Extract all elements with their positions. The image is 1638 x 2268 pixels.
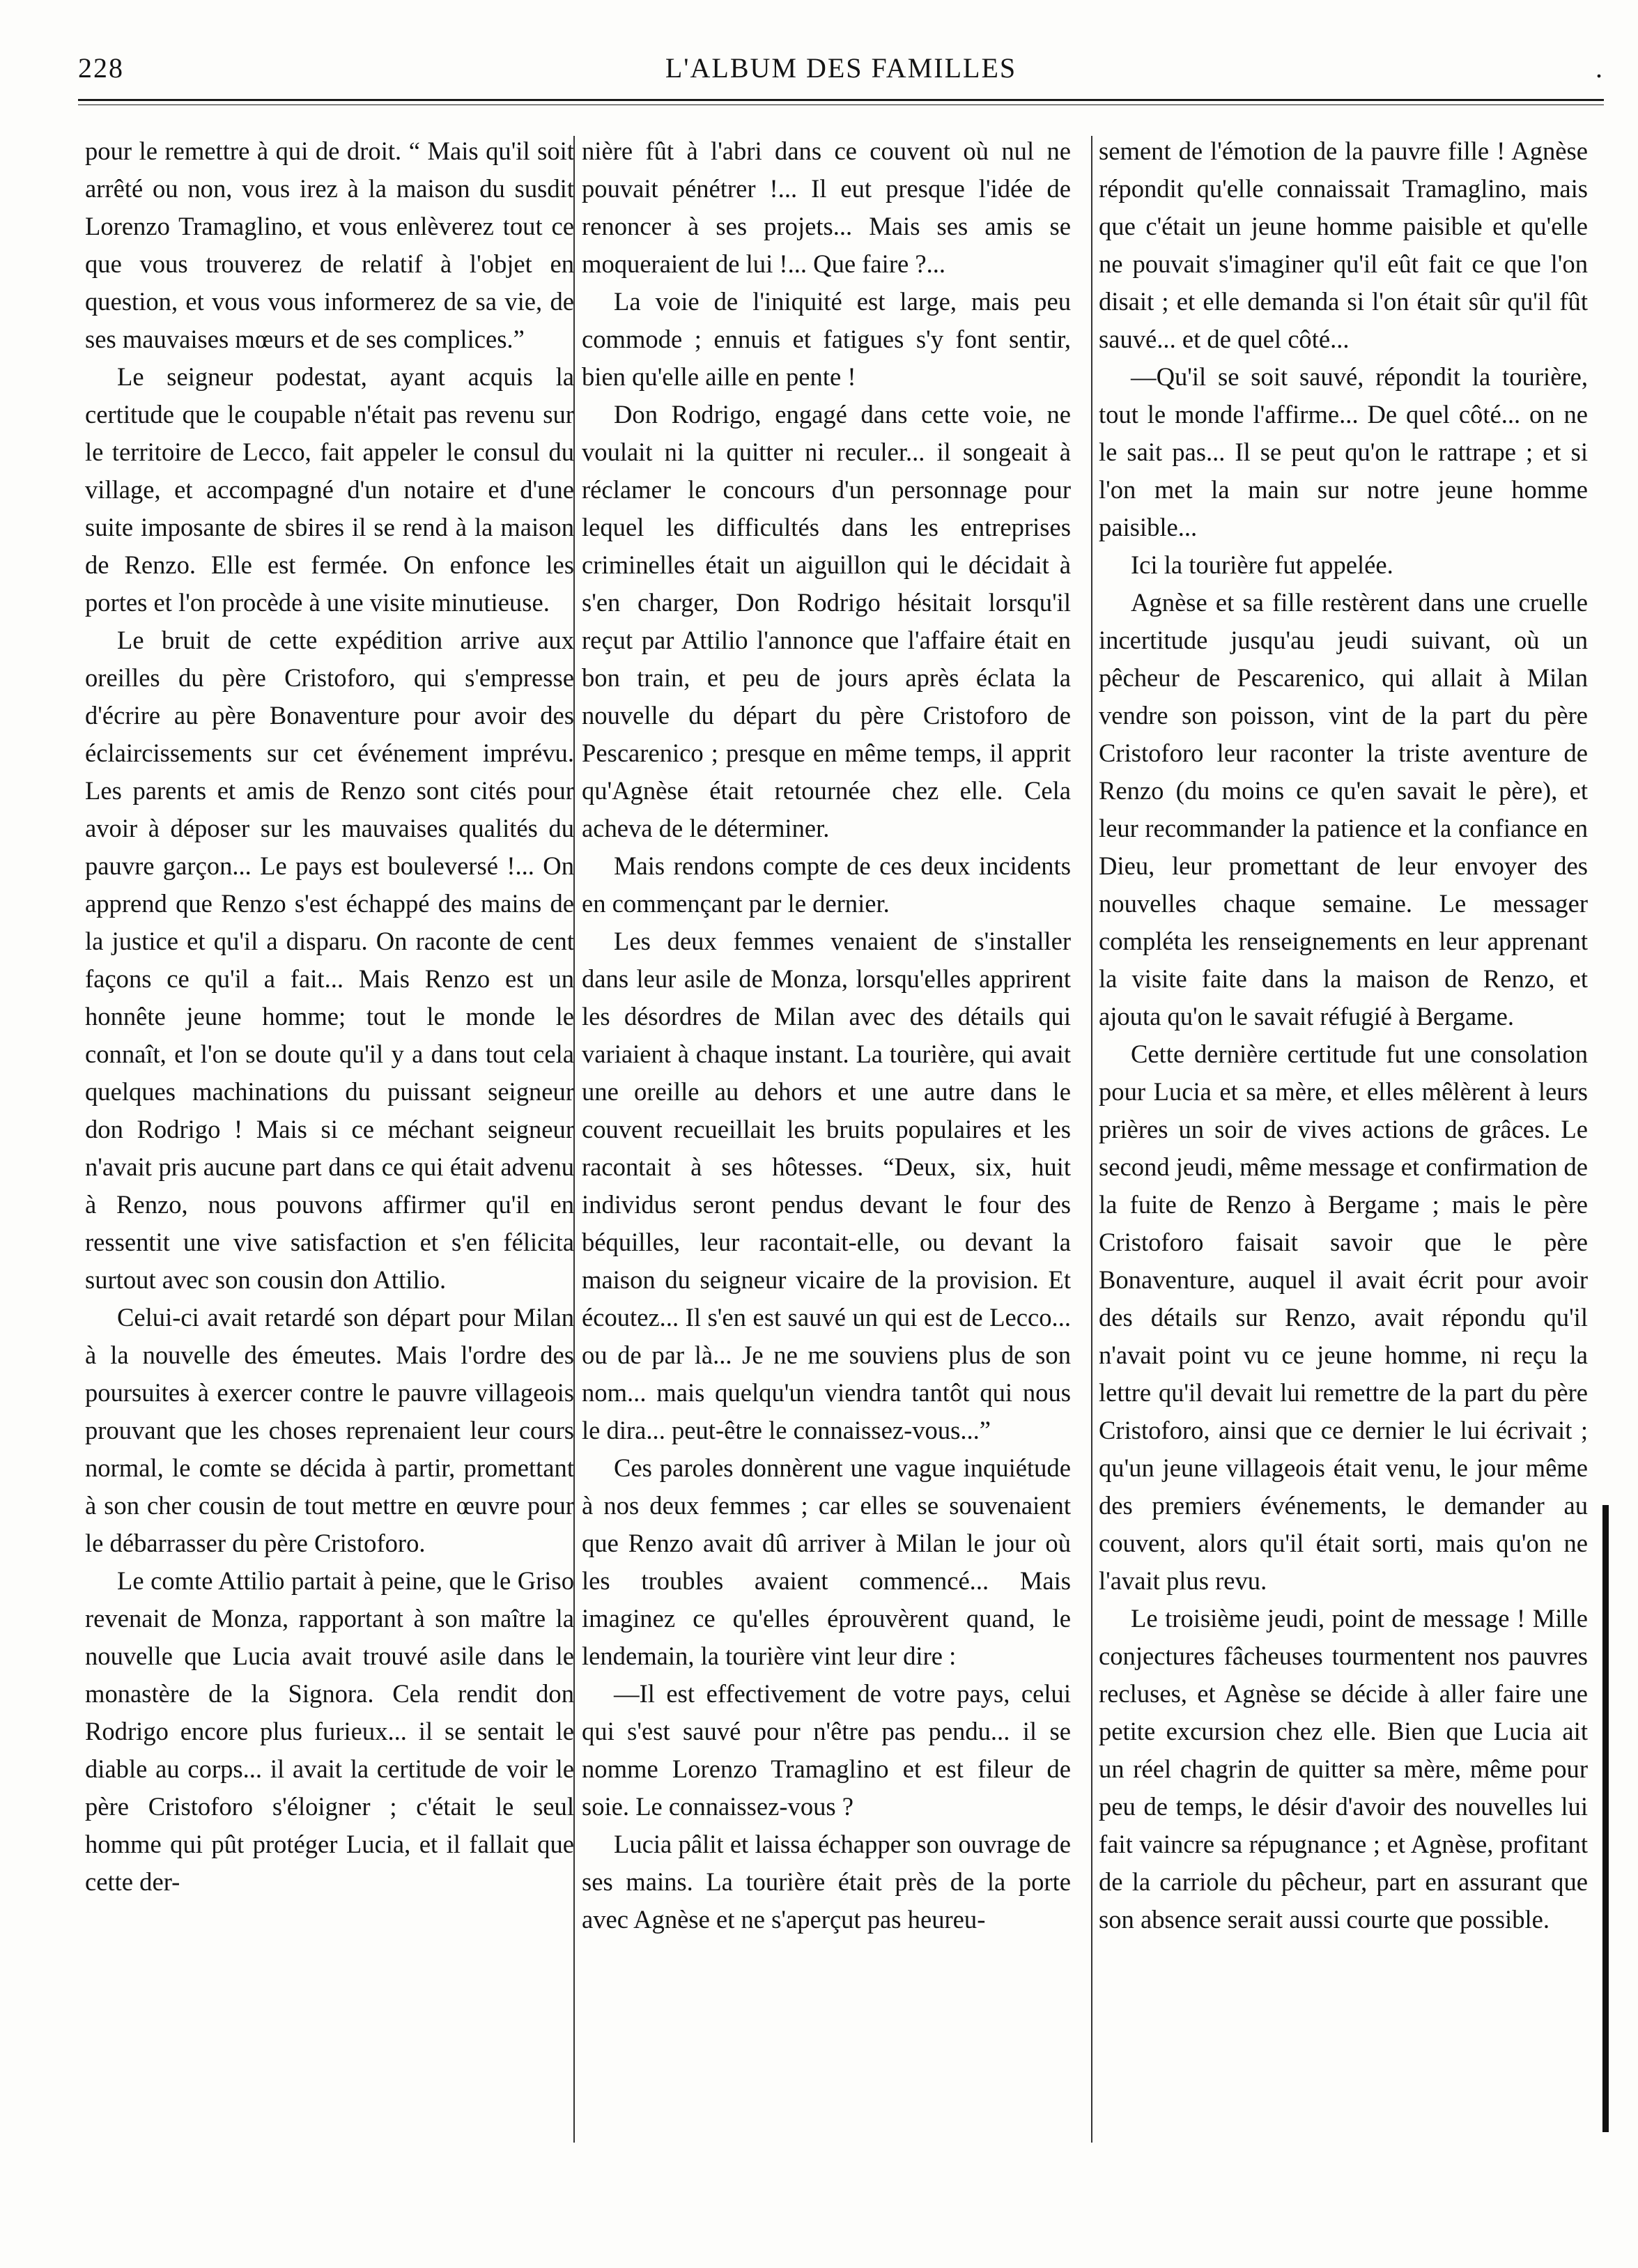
paragraph: Le bruit de cette expédition arrive aux oreilles du père Cristoforo, qui s'empresse d'écrire au père Bonaventure pour avoir des éclaircissements sur cet événement imprévu. Les parents et amis de Renzo sont cités pour avoir à déposer sur les mauvaises qualités du pauvre garçon... Le pays est bouleversé !... On apprend que Renzo s'est échappé des mains de la justice et qu'il a disparu. On raconte de cent façons ce qu'il a fait... Mais Renzo est un honnête jeune homme; tout le monde le connaît, et l'on se doute qu'il y a dans tout cela quelques machinations du puissant seigneur don Rodrigo ! Mais si ce méchant seigneur n'avait pris aucune part dans ce qui était advenu à Renzo, nous pouvons affirmer qu'il en ressentit une vive satisfaction et s'en félicita surtout avec son cousin don Attilio. — [85, 626, 574, 1294]
header-rule — [78, 99, 1604, 101]
paragraph: nière fût à l'abri dans ce couvent où nul ne pouvait pénétrer !... Il eut presque l'idée de renoncer à ses projets... Mais ses amis se moqueraient de lui !... Que faire ?... — [582, 137, 1071, 278]
running-header — [78, 49, 1604, 98]
paragraph: Don Rodrigo, engagé dans cette voie, ne voulait ni la quitter ni reculer... il songeait à réclamer le concours d'un personnage pour lequel les difficultés dans les entreprises criminelles était un aiguillon qui le décidait à s'en charger, Don Rodrigo hésitait lorsqu'il reçut par Attilio l'annonce que l'affaire était en bon train, et peu de jours après éclata la nouvelle du départ du père Cristoforo de Pescarenico ; presque en même temps, il apprit qu'Agnèse était retournée chez elle. Cela acheva de le déterminer. — [582, 400, 1071, 842]
text-column-2 — [582, 132, 1071, 1938]
paragraph: Le comte Attilio partait à peine, que le Griso revenait de Monza, rapportant à son maître la nouvelle que Lucia avait trouvé asile dans le monastère de la Signora. Cela rendit don Rodrigo encore plus furieux... il se sentait le diable au corps... il avait la certitude de voir le père Cristoforo s'éloigner ; c'était le seul homme qui pût protéger Lucia, et il fallait que cette der- — [85, 1566, 574, 1896]
text-column-3 — [1099, 132, 1588, 1938]
paragraph: Ces paroles donnèrent une vague inquiétude à nos deux femmes ; car elles se souvenaient que Renzo avait dû arriver à Milan le jour où les troubles avaient commencé... Mais imaginez ce qu'elles éprouvèrent quand, le lendemain, la tourière vint leur dire : — [582, 1453, 1071, 1670]
running-title: L'ALBUM DES FAMILLES — [665, 52, 1017, 84]
column-divider — [573, 136, 575, 2143]
text-column-1 — [85, 132, 574, 1901]
paragraph: Ici la tourière fut appelée. — [1131, 550, 1393, 579]
paragraph: —Il est effectivement de votre pays, celui qui s'est sauvé pour n'être pas pendu... il se nomme Lorenzo Tramaglino et est fileur de soie. Le connaissez-vous ? — [582, 1679, 1071, 1821]
column-divider — [1091, 136, 1092, 2143]
paragraph: Celui-ci avait retardé son départ pour Milan à la nouvelle des émeutes. Mais l'ordre des poursuites à exercer contre le pauvre villageois prouvant que les choses reprenaient leur cours normal, le comte se décida à partir, promettant à son cher cousin de tout mettre en œuvre pour le débarrasser du père Cristoforo. — [85, 1303, 574, 1557]
paragraph: sement de l'émotion de la pauvre fille ! Agnèse répondit qu'elle connaissait Tramaglino, mais que c'était un jeune homme paisible et qu'elle ne pouvait s'imaginer qu'il eût fait ce que l'on disait ; et elle demanda si l'on était sûr qu'il fût sauvé... et de quel côté... — [1099, 137, 1588, 353]
paragraph: Cette dernière certitude fut une consolation pour Lucia et sa mère, et elles mêlèrent à leurs prières un soir de vives actions de grâces. Le second jeudi, même message et confirmation de la fuite de Renzo à Bergame ; mais le père Cristoforo faisait savoir que le père Bonaventure, auquel il avait écrit pour avoir des détails sur Renzo, avait répondu qu'il n'avait point vu ce jeune homme, ni reçu la lettre qu'il devait lui remettre de la part du père Cristoforo, ainsi que ce dernier le lui écrivait ; qu'un jeune villageois était venu, le jour même des premiers événements, le demander au couvent, alors qu'il était sorti, mais qu'on ne l'avait plus revu. — [1099, 1040, 1588, 1595]
paragraph: Le troisième jeudi, point de message ! Mille conjectures fâcheuses tourmentent nos pauvres recluses, et Agnèse se décide à aller faire une petite excursion chez elle. Bien que Lucia ait un réel chagrin de quitter sa mère, même pour peu de temps, le désir d'avoir des nouvelles lui fait vaincre sa répugnance ; et Agnèse, profitant de la carriole du pêcheur, part en assurant que son absence serait aussi courte que possible. — [1099, 1604, 1588, 1934]
paragraph: Mais rendons compte de ces deux incidents en commençant par le dernier. — [582, 851, 1071, 918]
paragraph: Agnèse et sa fille restèrent dans une cruelle incertitude jusqu'au jeudi suivant, où un pêcheur de Pescarenico, qui allait à Milan vendre son poisson, vint de la part du père Cristoforo leur raconter la triste aventure de Renzo (du moins ce qu'en savait le père), et leur recommander la patience et la confiance en Dieu, leur promettant de leur envoyer des nouvelles chaque semaine. Le messager compléta les renseignements en leur apprenant la visite faite dans la maison de Renzo, et ajouta qu'on le savait réfugié à Bergame. — [1099, 588, 1588, 1031]
header-mark: . — [1595, 52, 1604, 84]
paragraph: Le seigneur podestat, ayant acquis la certitude que le coupable n'était pas revenu sur le territoire de Lecco, fait appeler le consul du village, et accompagné d'un notaire et d'une suite imposante de sbires il se rend à la maison de Renzo. Elle est fermée. On enfonce les portes et l'on procède à une visite minutieuse. — [85, 362, 574, 617]
paragraph: —Qu'il se soit sauvé, répondit la tourière, tout le monde l'affirme... De quel côté... on ne le sait pas... Il se peut qu'on le rattrape ; et si l'on met la main sur notre jeune homme paisible... — [1099, 362, 1588, 541]
paragraph: pour le remettre à qui de droit. “ Mais qu'il soit arrêté ou non, vous irez à la maison du susdit Lorenzo Tramaglino, et vous enlèverez tout ce que vous trouverez de relatif à l'objet en question, et vous vous informerez de sa vie, de ses mauvaises mœurs et de ses complices.” — [85, 137, 574, 353]
paragraph: Lucia pâlit et laissa échapper son ouvrage de ses mains. La tourière était près de la porte avec Agnèse et ne s'aperçut pas heureu- — [582, 1830, 1071, 1934]
page-edge-shadow — [1602, 1505, 1609, 2132]
page-number: 228 — [78, 52, 124, 84]
paragraph: Les deux femmes venaient de s'installer dans leur asile de Monza, lorsqu'elles apprirent les désordres de Milan avec des détails qui variaient à chaque instant. La tourière, qui avait une oreille au dehors et une autre dans le couvent recueillait les bruits populaires et les racontait à ses hôtesses. “Deux, six, huit individus seront pendus devant le four des béquilles, leur racontait-elle, ou devant la maison du seigneur vicaire de la provision. Et écoutez... Il s'en est sauvé un qui est de Lecco... ou de par là... Je ne me souviens plus de son nom... mais quelqu'un viendra tantôt qui nous le dira... peut-être le connaissez-vous...” — [582, 927, 1071, 1444]
paragraph: La voie de l'iniquité est large, mais peu commode ; ennuis et fatigues s'y font sentir, bien qu'elle aille en pente ! — [582, 287, 1071, 391]
